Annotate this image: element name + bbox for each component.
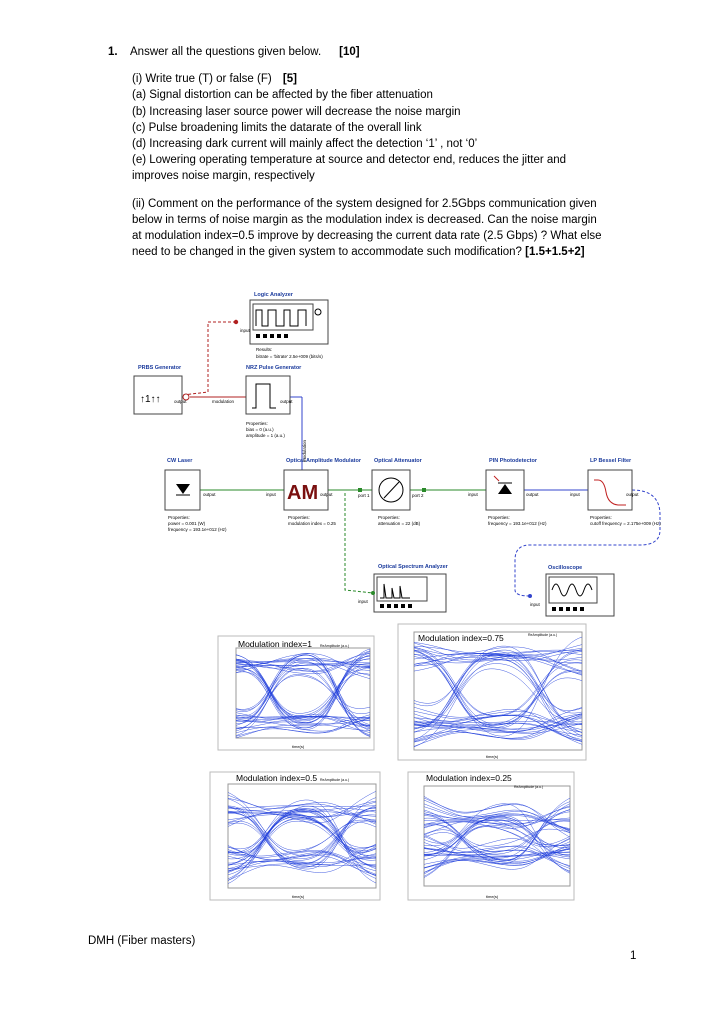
logic-bitrate: bitrate = 'bitrate' 2.5e+009 (bits/s)	[256, 354, 323, 359]
eye-plot-legend: ReAmplitude (a.u.)	[528, 633, 558, 637]
logic-analyzer-block[interactable]	[250, 300, 328, 344]
logic-port-label: input	[240, 328, 250, 333]
question-title: Answer all the questions given below.	[130, 46, 322, 58]
filter-block[interactable]	[588, 470, 632, 510]
osa-port-label: input	[358, 599, 368, 604]
filter-cutoff: cutoff frequency = 2.175e+009 (Hz)	[590, 521, 661, 526]
attenuator-port2-marker	[422, 488, 426, 492]
part1-item: (d) Increasing dark current will mainly affect the detection ‘1’ , not ‘0’	[132, 138, 478, 151]
eye-plot-legend: ReAmplitude (a.u.)	[320, 778, 350, 782]
prbs-port-label: output	[174, 399, 187, 404]
eye-plot-title: Modulation index=1	[238, 639, 312, 649]
nrz-modulation-label: modulation	[212, 399, 235, 404]
modulator-title: Optical Amplitude Modulator	[286, 458, 361, 464]
logic-analyzer-title: Logic Analyzer	[254, 292, 293, 298]
eye-plot-title: Modulation index=0.25	[426, 773, 512, 783]
attenuator-block[interactable]	[372, 470, 410, 510]
filter-input-label: input	[570, 492, 580, 497]
part2-line: at modulation index=0.5 improve by decreasing the current data rate (2.5 Gbps) ? What else	[132, 230, 602, 243]
attenuator-title: Optical Attenuator	[374, 458, 422, 464]
part1-item: improves noise margin, respectively	[132, 170, 315, 183]
nrz-bias: bias = 0 (a.u.)	[246, 427, 274, 432]
osa-input-port	[371, 591, 375, 595]
pin-props: Properties:	[488, 515, 510, 520]
nrz-props: Properties:	[246, 421, 268, 426]
filter-output-label: output	[626, 492, 639, 497]
wire-prbs-logic	[183, 322, 236, 395]
part2-marks: [1.5+1.5+2]	[525, 246, 585, 259]
eye-plot-index-0.5	[210, 772, 380, 900]
attenuator-port2-label: port 2	[412, 493, 424, 498]
pin-title: PIN Photodetector	[489, 458, 537, 464]
part2-line: below in terms of noise margin as the modulation index is decreased. Can the noise margin	[132, 213, 597, 226]
modulator-block[interactable]	[284, 470, 328, 510]
eye-plot-title: Modulation index=0.5	[236, 773, 318, 783]
modulator-am-label: AM	[287, 482, 319, 504]
part1-item: (e) Lowering operating temperature at source and detector end, reduces the jitter and	[132, 154, 567, 167]
attenuator-value: attenuation = 22 (dB)	[378, 521, 421, 526]
modulator-input-label: input	[266, 492, 276, 497]
eye-plot-legend: ReAmplitude (a.u.)	[514, 785, 544, 789]
part1-item: (c) Pulse broadening limits the datarate of the overall link	[132, 121, 422, 134]
prbs-glyph: ↑1↑↑	[140, 394, 161, 405]
footer-text: DMH (Fiber masters)	[88, 935, 196, 947]
eye-plot-xlabel: time(s)	[292, 894, 305, 899]
laser-title: CW Laser	[167, 458, 193, 464]
part2-line-text: need to be changed in the given system to accommodate such modification?	[132, 246, 522, 259]
logic-input-port	[234, 320, 238, 324]
question-marks: [10]	[339, 46, 360, 58]
modulator-index: modulation index = 0.25	[288, 521, 336, 526]
osa-block[interactable]	[374, 574, 446, 612]
eye-plot-index-0.75	[398, 624, 586, 760]
prbs-title: PRBS Generator	[138, 365, 182, 371]
scope-title: Oscilloscope	[548, 565, 583, 571]
laser-frequency: frequency = 193.1e+012 (Hz)	[168, 527, 227, 532]
eye-plot-xlabel: time(s)	[486, 894, 499, 899]
part1-item: (b) Increasing laser source power will decrease the noise margin	[132, 105, 461, 118]
attenuator-props: Properties:	[378, 515, 400, 520]
attenuator-port1-label: port 1	[358, 493, 370, 498]
eye-plot-index-1	[218, 636, 374, 750]
part2-line: (ii) Comment on the performance of the system designed for 2.5Gbps communication given	[132, 197, 597, 210]
eye-plot-title: Modulation index=0.75	[418, 633, 504, 643]
wire-mod-osa	[345, 493, 373, 593]
page-number: 1	[630, 950, 637, 962]
scope-input-port	[528, 594, 532, 598]
pin-frequency: frequency = 193.1e+012 (Hz)	[488, 521, 547, 526]
eye-plot-legend: ReAmplitude (a.u.)	[320, 644, 350, 648]
part1-item: (a) Signal distortion can be affected by the fiber attenuation	[132, 89, 433, 102]
scope-block[interactable]	[546, 574, 614, 616]
eye-plot-xlabel: time(s)	[292, 744, 305, 749]
eye-plot-index-0.25	[408, 772, 574, 900]
logic-results-label: Results:	[256, 347, 273, 352]
modulator-mod-label: modulation	[302, 439, 307, 462]
nrz-amplitude: amplitude = 1 (a.u.)	[246, 433, 285, 438]
prbs-block[interactable]	[134, 376, 182, 414]
pin-output-label: output	[526, 492, 539, 497]
osa-title: Optical Spectrum Analyzer	[378, 564, 448, 570]
laser-port-label: output	[203, 492, 216, 497]
eye-plot-xlabel: time(s)	[486, 754, 499, 759]
part1-marks: [5]	[282, 73, 297, 86]
pin-block[interactable]	[486, 470, 524, 510]
nrz-block[interactable]	[246, 376, 290, 414]
laser-props: Properties:	[168, 515, 190, 520]
pin-input-label: input	[468, 492, 478, 497]
laser-block[interactable]	[165, 470, 200, 510]
modulator-output-label: output	[320, 492, 333, 497]
modulator-props: Properties:	[288, 515, 310, 520]
attenuator-port1-marker	[358, 488, 362, 492]
filter-props: Properties:	[590, 515, 612, 520]
scope-port-label: input	[530, 602, 540, 607]
nrz-title: NRZ Pulse Generator	[246, 365, 302, 371]
part1-heading-text: (i) Write true (T) or false (F)	[132, 73, 272, 86]
laser-power: power = 0.001 (W)	[168, 521, 206, 526]
question-number: 1.	[108, 46, 118, 58]
nrz-output-label: output	[280, 399, 293, 404]
filter-title: LP Bessel Filter	[590, 458, 632, 464]
